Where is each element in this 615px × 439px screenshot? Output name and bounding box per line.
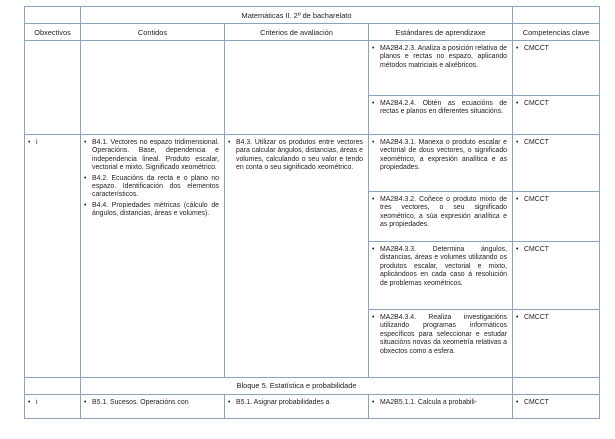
header-objectives: Obxectivos: [25, 24, 81, 41]
criterion-cell: • B4.3. Utilizar os produtos entre vectores para calcular ángulos, distancias, áreas e volumes, calculando o seu valor e tendo en conta o seu significado xeométrico.: [225, 135, 369, 378]
competence-cell: • CMCCT: [513, 41, 600, 96]
standard-text: MA2B4.3.4. Realiza investigacións utilizando programas informáticos específicos para seleccionar e estudar situacións novas da xeometría relativas a obxectos como a esfera.: [380, 314, 508, 355]
competence-cell: • CMCCT: [513, 192, 600, 242]
standard-text: MA2B4.3.1. Manexa o produto escalar e vectorial de dous vectores, o significado xeométrico, a expresión analítica e as propiedades.: [380, 139, 508, 172]
contents-cell: • B4.1. Vectores no espazo tridimensional. Operacións. Base, dependencia e independencia lineal. Produto escalar, vectorial e mixto. Significado xeométrico. • B4.2. Ecuacións da recta e o plano no espazo. Identificación dos elementos característicos. • B4.4. Propiedades métricas (cálculo de ángulos, distancias, áreas e volumes).: [81, 135, 225, 378]
standard-cell: • MA2B4.2.4. Obtén as ecuacións de rectas e planos en diferentes situacións.: [369, 96, 513, 135]
header-competences: Competencias clave: [513, 24, 600, 41]
standard-cell: • MA2B4.3.3. Determina ángulos, distancias, áreas e volumes utilizando os produtos escalar, vectorial e mixto, aplicándoos en cada caso á resolución de problemas xeométricos.: [369, 242, 513, 310]
header-criteria: Criterios de avaliación: [225, 24, 369, 41]
table-row: [25, 395, 600, 419]
block-heading-empty: [513, 378, 600, 395]
objective-cell: • i: [25, 395, 81, 419]
standard-text: MA2B5.1.1. Calcula a probabili-: [380, 399, 477, 407]
competence-cell: • CMCCT: [513, 96, 600, 135]
competence-cell: • CMCCT: [513, 310, 600, 378]
competence-text: CMCCT: [524, 196, 549, 203]
contents-cell-empty: [81, 41, 225, 135]
table-row: [25, 41, 600, 96]
competence-cell: • CMCCT: [513, 242, 600, 310]
title-empty-cell: [513, 7, 600, 24]
competence-cell: • CMCCT: [513, 395, 600, 419]
competence-text: CMCCT: [524, 314, 549, 321]
standard-cell: • MA2B5.1.1. Calcula a probabili-: [369, 395, 513, 419]
standard-text: MA2B4.3.3. Determina ángulos, distancias, áreas e volumes utilizando os produtos escalar, vectorial e mixto, aplicándoos en cada caso á resolución de problemas xeométricos.: [380, 246, 508, 287]
competence-text: CMCCT: [524, 399, 549, 407]
competence-text: CMCCT: [524, 246, 549, 253]
content-item: B4.4. Propiedades métricas (cálculo de ángulos, distancias, áreas e volumes).: [92, 201, 219, 218]
block-heading-row: [25, 378, 600, 395]
objective-text: i: [36, 399, 38, 407]
block-heading: Bloque 5. Estatística e probabilidade: [81, 378, 513, 395]
table-title: Matemáticas II. 2º de bacharelato: [81, 7, 513, 24]
criterion-cell-empty: [225, 41, 369, 135]
standard-text: MA2B4.2.3. Analiza a posición relativa de planos e rectas no espazo, aplicando métodos matriciais e alxébricos.: [380, 45, 508, 69]
content-item: B4.2. Ecuacións da recta e o plano no espazo. Identificación dos elementos característicos.: [92, 174, 219, 199]
document-page: [24, 6, 599, 419]
criterion-text: B5.1. Asignar probabilidades a: [236, 399, 330, 407]
standard-cell: • MA2B4.3.2. Coñece o produto mixto de tres vectores, o seu significado xeométrico, a súa expresión analítica e as propiedades.: [369, 192, 513, 242]
criterion-text: B4.3. Utilizar os produtos entre vectores para calcular ángulos, distancias, áreas e volumes, calculando o seu valor e tendo en conta o seu significado xeométrico.: [236, 139, 363, 172]
contents-cell: • B5.1. Sucesos. Operacións con: [81, 395, 225, 419]
content-item: B4.1. Vectores no espazo tridimensional. Operacións. Base, dependencia e independencia lineal. Produto escalar, vectorial e mixto. Significado xeométrico.: [92, 139, 219, 172]
table-row: [25, 135, 600, 192]
objective-cell-empty: [25, 41, 81, 135]
table-title-row: [25, 7, 600, 24]
content-item: B5.1. Sucesos. Operacións con: [92, 399, 189, 407]
standard-cell: • MA2B4.3.4. Realiza investigacións utilizando programas informáticos específicos para seleccionar e estudar situacións novas da xeometría relativas a obxectos como a esfera.: [369, 310, 513, 378]
header-contents: Contidos: [81, 24, 225, 41]
competence-text: CMCCT: [524, 100, 549, 107]
curriculum-table: [24, 6, 600, 419]
standard-cell: • MA2B4.2.3. Analiza a posición relativa de planos e rectas no espazo, aplicando métodos matriciais e alxébricos.: [369, 41, 513, 96]
block-heading-empty: [25, 378, 81, 395]
standard-text: MA2B4.3.2. Coñece o produto mixto de tres vectores, o seu significado xeométrico, a súa expresión analítica e as propiedades.: [380, 196, 508, 229]
standard-cell: • MA2B4.3.1. Manexa o produto escalar e vectorial de dous vectores, o significado xeométrico, a expresión analítica e as propiedades.: [369, 135, 513, 192]
standard-text: MA2B4.2.4. Obtén as ecuacións de rectas e planos en diferentes situacións.: [380, 100, 508, 116]
competence-text: CMCCT: [524, 45, 549, 52]
competence-cell: • CMCCT: [513, 135, 600, 192]
objective-cell: • i: [25, 135, 81, 378]
header-row: [25, 24, 600, 41]
criterion-cell: • B5.1. Asignar probabilidades a: [225, 395, 369, 419]
title-empty-cell: [25, 7, 81, 24]
objective-text: i: [36, 139, 38, 146]
header-standards: Estándares de aprendizaxe: [369, 24, 513, 41]
competence-text: CMCCT: [524, 139, 549, 146]
